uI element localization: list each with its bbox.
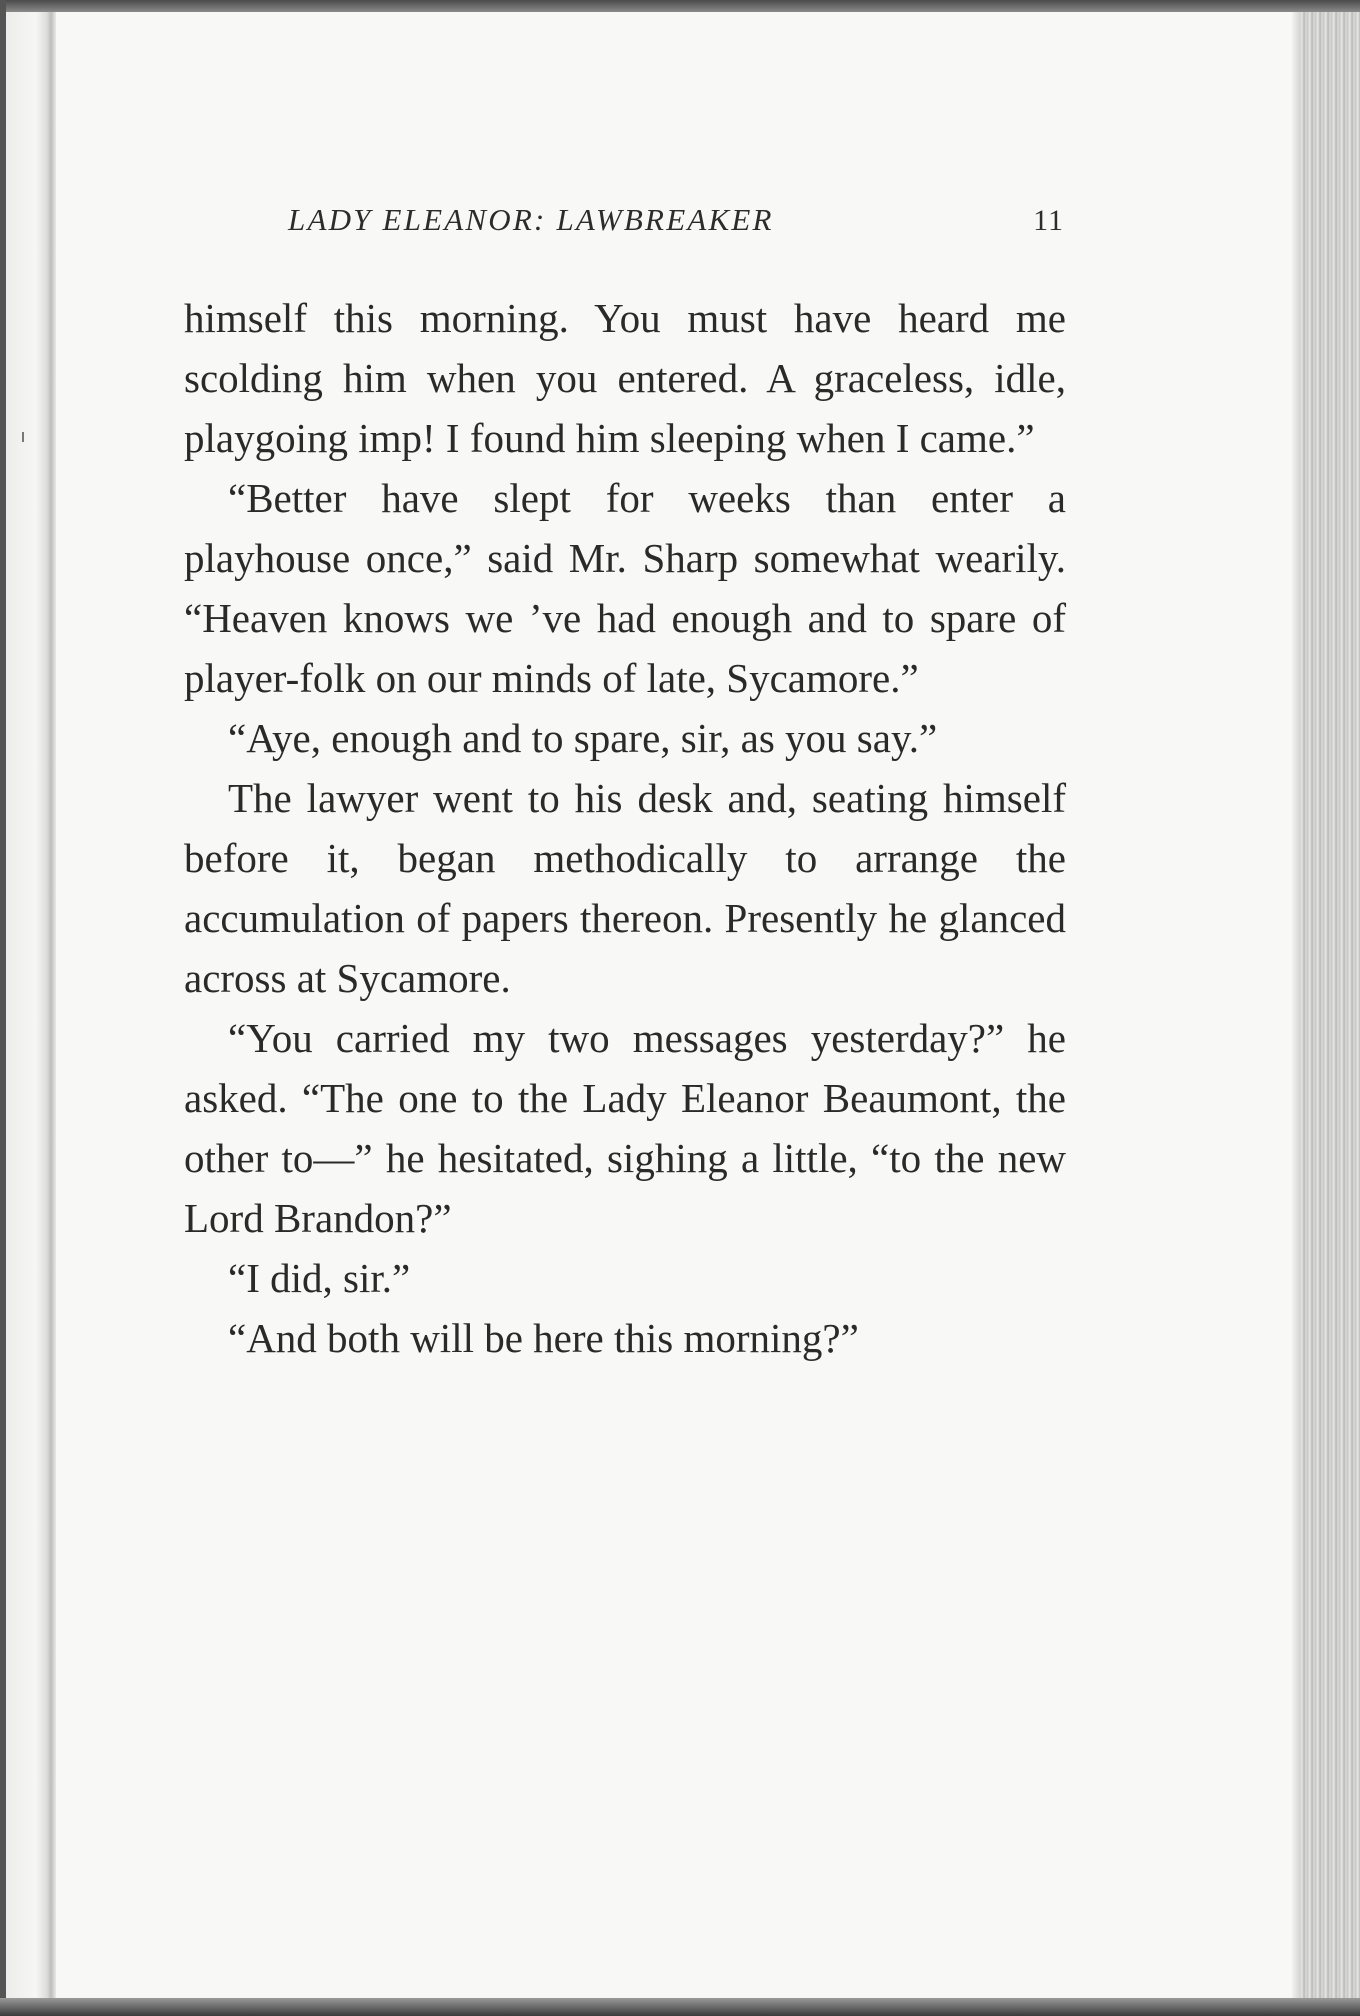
body-text xyxy=(184,288,1066,1368)
paragraph: “Better have slept for weeks than enter a playhouse once,” said Mr. Sharp somewhat wearily. “Heaven knows we ’ve had enough and to spare of player-folk on our minds of late, Sycamore.” xyxy=(184,475,1066,701)
paragraph: “And both will be here this morning?” xyxy=(228,1315,859,1361)
scan-edge-bottom xyxy=(0,1998,1360,2016)
page-number: 11 xyxy=(1033,204,1064,237)
paragraph: “I did, sir.” xyxy=(228,1255,411,1301)
book-gutter xyxy=(6,12,56,1998)
scan-edge-top xyxy=(0,0,1360,12)
paragraph: “You carried my two messages yesterday?” he asked. “The one to the Lady Eleanor Beaumont, the other to—” he hesitated, sighing a little, “to the new Lord Brandon?” xyxy=(184,1015,1066,1241)
paragraph: The lawyer went to his desk and, seating himself before it, began methodically to arrange the accumulation of papers thereon. Presently he glanced across at Sycamore. xyxy=(184,775,1066,1001)
running-title: LADY ELEANOR: LAWBREAKER xyxy=(288,202,774,237)
paragraph: “Aye, enough and to spare, sir, as you say.” xyxy=(228,715,938,761)
page-stack-edge xyxy=(1300,12,1360,1998)
paragraph-continuation: himself this morning. You must have heard me scolding him when you entered. A graceless, idle, playgoing imp! I found him sleeping when I came.” xyxy=(184,295,1066,461)
page xyxy=(56,12,1292,1998)
gutter-mark xyxy=(22,432,24,442)
running-head xyxy=(288,202,1064,250)
